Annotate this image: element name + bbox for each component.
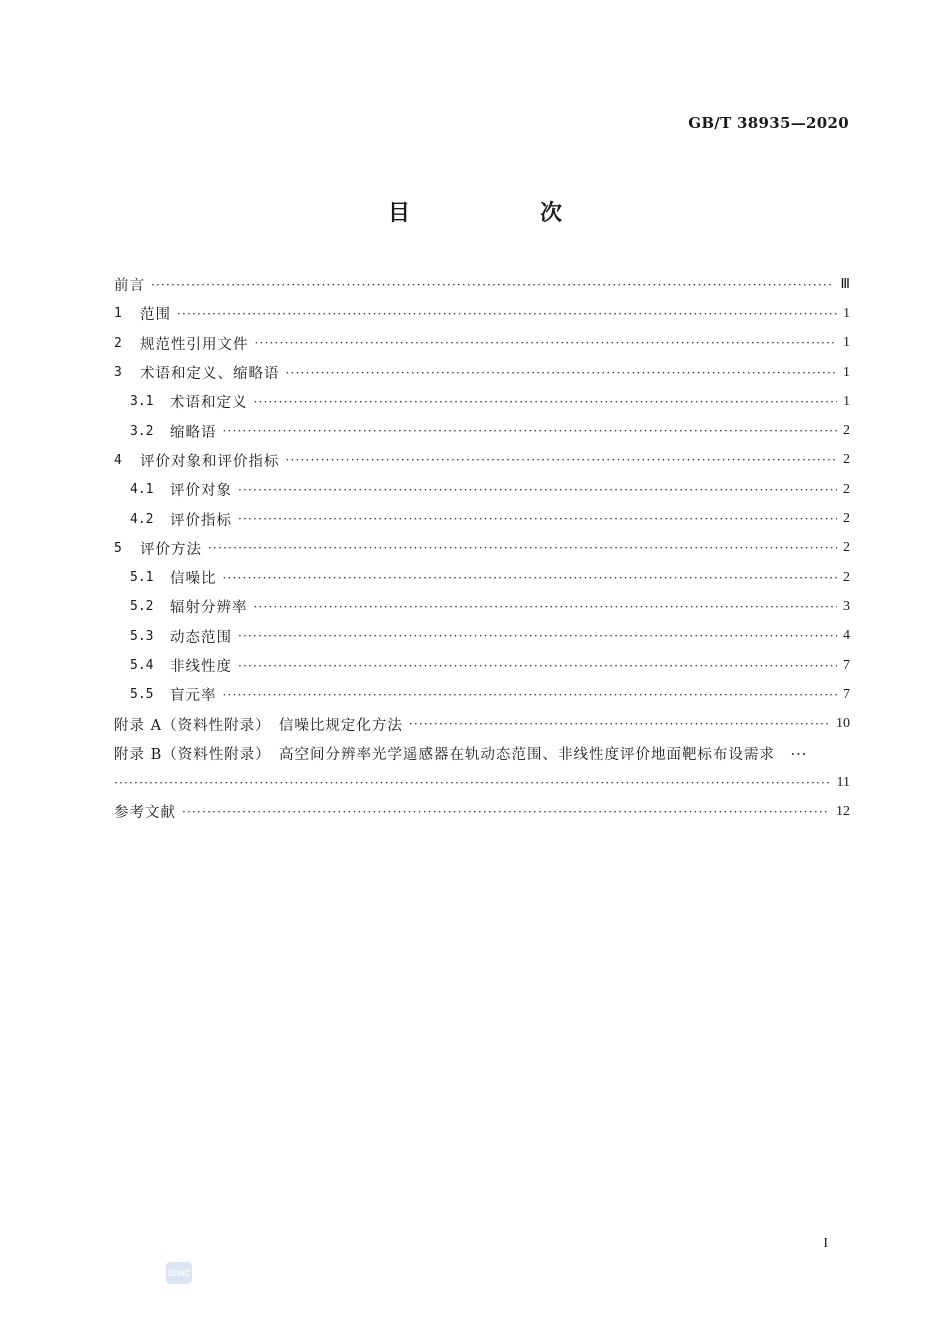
toc-entry-page: 11 <box>836 774 850 790</box>
toc-entry-number: 5 <box>114 540 122 556</box>
toc-entry-label: 非线性度 <box>170 659 232 675</box>
toc-entry-label: 参考文献 <box>114 805 176 822</box>
toc-entry-page: 1 <box>843 305 850 321</box>
toc-entry[interactable] <box>114 534 850 563</box>
toc-entry-label: 规范性引用文件 <box>140 336 249 353</box>
toc-leader-dots <box>208 540 837 556</box>
toc-entry-number: 5.2 <box>130 599 154 615</box>
toc-leader-dots <box>182 804 830 820</box>
toc-leader-dots <box>238 658 837 674</box>
toc-entry-number: 5.3 <box>130 628 154 644</box>
toc-leader-dots <box>254 599 838 615</box>
toc-entry-label: 评价对象 <box>170 483 232 500</box>
toc-entry-number: 3 <box>114 365 122 381</box>
standard-code: GB/T 38935—2020 <box>688 114 849 132</box>
toc-entry[interactable] <box>114 622 850 651</box>
toc-entry-page: 7 <box>843 657 850 673</box>
toc-entry-label: 评价对象和评价指标 <box>140 453 280 470</box>
toc-entry[interactable] <box>114 739 850 768</box>
toc-entry-number: 5.4 <box>130 658 154 673</box>
toc-entry-number: 4.1 <box>130 482 154 498</box>
toc-entry-number: 4 <box>114 452 122 468</box>
toc-entry-page: 2 <box>843 452 850 468</box>
toc-leader-dots <box>177 306 837 322</box>
toc-entry-label: 术语和定义 <box>170 395 248 412</box>
toc-entry-label: 范围 <box>140 307 171 324</box>
toc-entry-page: 3 <box>843 598 850 614</box>
toc-entry-page: 2 <box>843 511 850 527</box>
table-of-contents <box>114 270 850 827</box>
toc-leader-dots <box>255 335 838 351</box>
toc-entry[interactable] <box>114 592 850 621</box>
toc-entry[interactable] <box>114 709 850 738</box>
toc-entry-page: 2 <box>843 481 850 497</box>
toc-entry[interactable] <box>114 416 850 445</box>
page-number: I <box>823 1236 828 1251</box>
toc-entry[interactable] <box>114 768 850 797</box>
toc-entry-label: 盲元率 <box>170 688 217 705</box>
toc-leader-dots <box>286 365 838 381</box>
toc-entry-label: 辐射分辨率 <box>170 600 248 617</box>
toc-entry-label: 信噪比 <box>170 571 217 588</box>
toc-entry[interactable] <box>114 475 850 504</box>
toc-entry-number: 4.2 <box>130 511 154 527</box>
toc-leader-dots <box>286 452 838 468</box>
toc-entry-label: 术语和定义、缩略语 <box>140 366 280 383</box>
toc-entry-page: 2 <box>843 540 850 556</box>
toc-entry-label: 评价指标 <box>170 512 232 529</box>
toc-entry[interactable] <box>114 387 850 416</box>
toc-leader-dots <box>254 394 838 410</box>
toc-entry[interactable] <box>114 446 850 475</box>
toc-entry-label: 评价方法 <box>140 541 202 558</box>
toc-entry-label: 前言 <box>114 278 145 295</box>
toc-entry-page: 2 <box>843 423 850 439</box>
toc-entry-page: 7 <box>843 686 850 702</box>
toc-entry[interactable] <box>114 797 850 826</box>
toc-entry-page: Ⅲ <box>840 277 850 293</box>
toc-entry-number: 5.1 <box>130 570 154 586</box>
toc-entry-label: 动态范围 <box>170 629 232 646</box>
toc-entry-number: 3.1 <box>130 394 154 410</box>
toc-entry[interactable] <box>114 329 850 358</box>
toc-entry-page: 1 <box>843 393 850 409</box>
toc-entry[interactable] <box>114 270 850 299</box>
toc-leader-dots <box>151 277 834 293</box>
toc-leader-dots <box>238 628 837 644</box>
toc-entry[interactable] <box>114 504 850 533</box>
page-title: 目 次 <box>387 200 616 226</box>
toc-entry-page: 10 <box>836 716 850 732</box>
toc-entry-number: 5.5 <box>130 687 154 703</box>
toc-entry-label: 缩略语 <box>170 424 217 441</box>
toc-entry-page: 1 <box>843 335 850 351</box>
toc-entry[interactable] <box>114 563 850 592</box>
toc-entry[interactable] <box>114 680 850 709</box>
toc-leader-dots <box>223 570 838 586</box>
toc-entry-number: 3.2 <box>130 423 154 439</box>
toc-leader-dots <box>114 775 831 791</box>
toc-leader-dots <box>238 511 837 527</box>
toc-entry-page: 12 <box>836 803 850 819</box>
toc-entry-page: 1 <box>843 364 850 380</box>
toc-entry[interactable] <box>114 358 850 387</box>
toc-entry-page: 2 <box>843 569 850 585</box>
publisher-logo-icon: SDNC <box>166 1262 192 1284</box>
toc-entry-page: 4 <box>843 628 850 644</box>
toc-leader-dots <box>223 687 838 703</box>
toc-entry-number: 1 <box>114 306 122 322</box>
toc-entry[interactable] <box>114 299 850 328</box>
toc-leader-dots <box>238 482 837 498</box>
toc-entry-label: 附录 A（资料性附录） 信噪比规定化方法 <box>114 717 403 734</box>
toc-leader-dots <box>223 423 838 439</box>
toc-entry-number: 2 <box>114 335 122 351</box>
toc-entry-label: 附录 B（资料性附录） 高空间分辨率光学遥感器在轨动态范围、非线性度评价地面靶标布设需求 ··· <box>114 746 808 763</box>
toc-leader-dots <box>409 716 830 732</box>
toc-entry[interactable] <box>114 651 850 680</box>
